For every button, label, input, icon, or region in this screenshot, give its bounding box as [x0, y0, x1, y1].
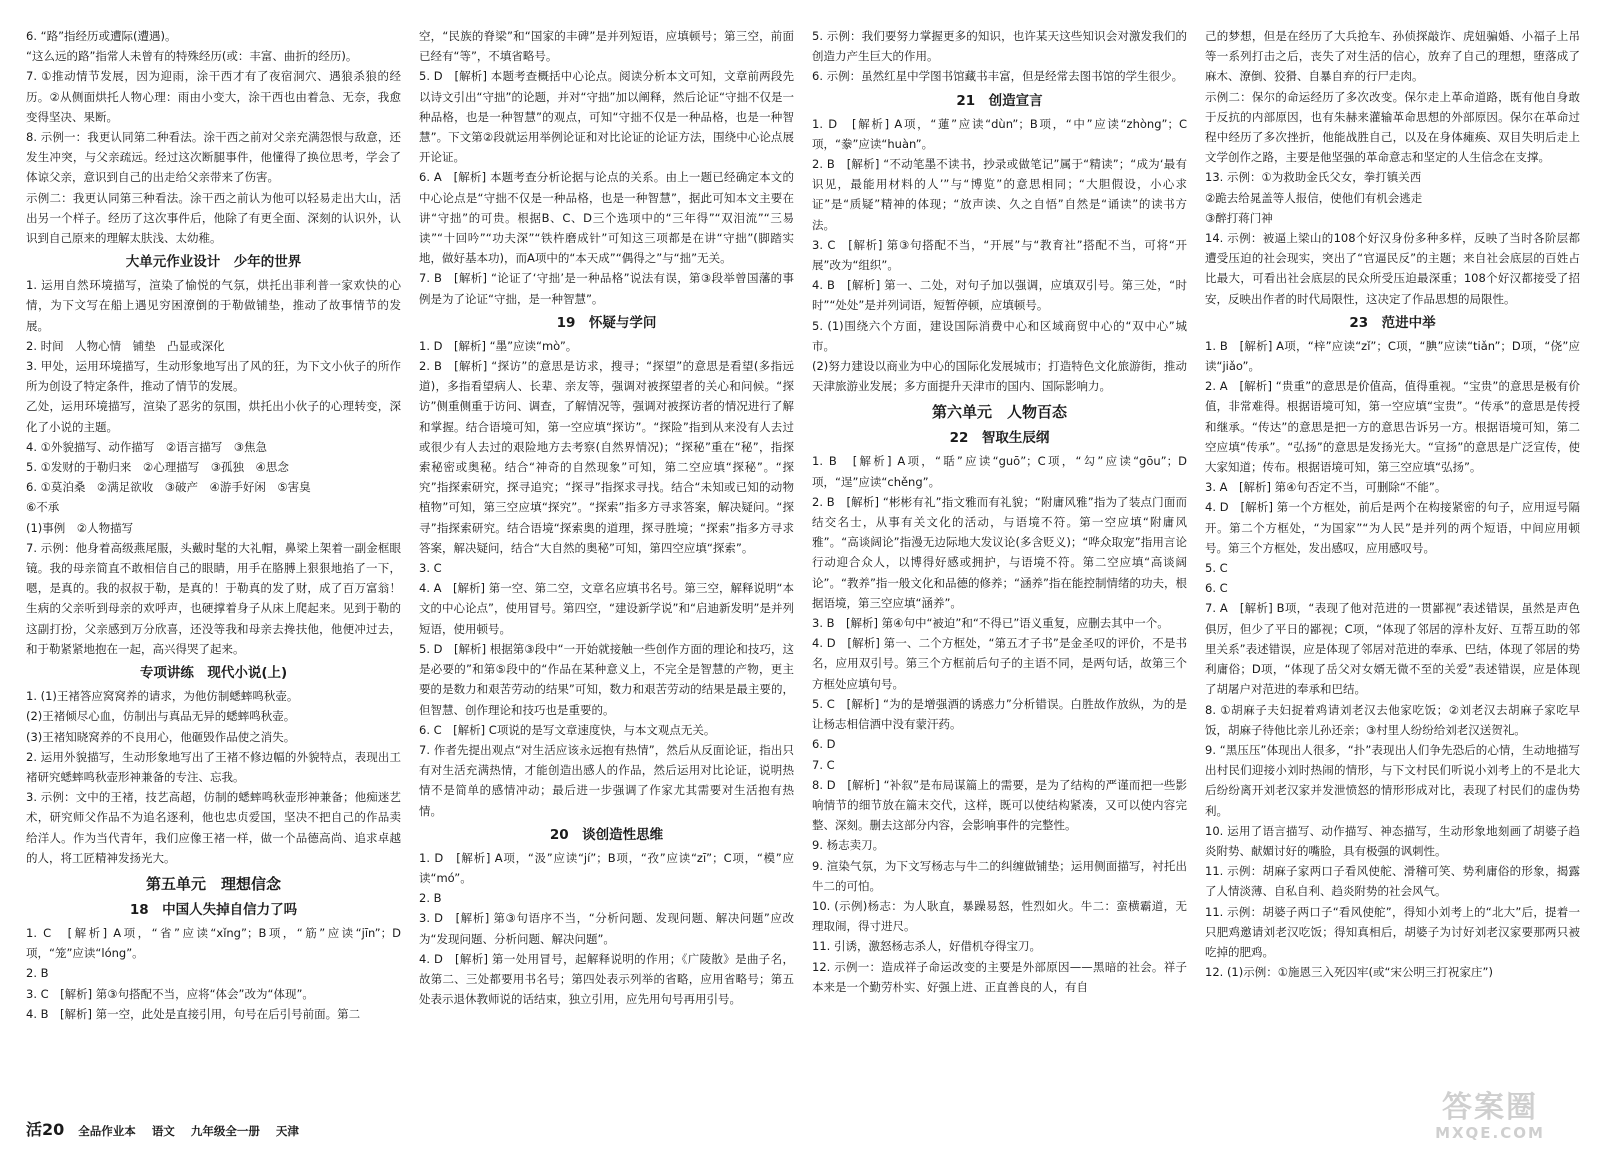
answer-paragraph: 2. B [解析] “彬彬有礼”指文雅而有礼貌；“附庸风雅”指为了装点门面而结交名士，从事有关文化的活动，与语境不符。第一空应填“附庸风雅”。“高谈阔论”指漫无边际地大发议论(多含贬义)；“哗众取宠”指用言论行动迎合众人，以博得好感或拥护，与语境不符。第二空应填“高谈阔论”。“教养”指一般文化和品德的修养；“涵养”指在能控制情绪的功夫，根据语境，第三空应填“涵养”。	[812, 494, 1187, 610]
answer-paragraph: 4. B [解析] 第一、二处，对句子加以强调，应填双引号。第三处，“时时”“处处”是并列词语，短暂停顿，应填顿号。	[812, 278, 1187, 313]
answer-paragraph: 2. B [解析] “探访”的意思是访求，搜寻；“探望”的意思是看望(多指远道)，多指看望病人、长辈、亲友等，强调对被探望者的关心和问候。“探访”侧重侧重于访问、调查，了解情况等，强调对被探访者的情况进行了解和掌握。结合语境可知，第一空应填“探访”。“探险”指到从来没有人去过或很少有人去过的艰险地方去考察(自然界情况)；“探秘”重在“秘”，指探索秘密或奥秘。结合“神奇的自然现象”可知，第二空应填“探秘”。“探究”指探索研究，探寻追究；“探寻”指探求寻找。结合“未知或已知的动物植物”可知，第三空应填“探究”。“探索”指多方寻求答案，解决疑问。“探寻”指探索研究。结合语境“探索奥的道理，探寻胜境；“探索”指多方寻求答案，解决疑问，结合“大自然的奥秘”可知，第四空应填“探索”。	[419, 359, 794, 555]
answer-paragraph: 1. B [解析] A项，“聒”应读“guō”；C项，“勾”应读“gōu”；D项，“逞”应读“chěng”。	[812, 454, 1187, 489]
answer-paragraph: 6. C [解析] C项说的是写文章速度快，与本文观点无关。	[419, 722, 716, 737]
lesson-heading: 19 怀疑与学问	[556, 314, 657, 331]
answer-paragraph: 2. A [解析] “贵重”的意思是价值高，值得重视。“宝贵”的意思是极有价值，非常难得。根据语境可知，第一空应填“宝贵”。“传承”的意思是传授和继承。“传达”的意思是把一方的意思告诉另一方。根据语境可知，第二空应填“传承”。“弘扬”的意思是发扬光大。“宣扬”的意思是广泛宣传，使大家知道；传布。根据语境可知，第三空应填“弘扬”。	[1205, 379, 1580, 475]
answer-paragraph: 1. D [解析] A项，“蓮”应读“dùn”；B项，“中”应读“zhòng”；C项，“豢”应读“huàn”。	[812, 116, 1187, 151]
lesson-heading: 23 范进中举	[1349, 314, 1436, 331]
answer-paragraph: 4. ①外貌描写、动作描写 ②语言描写 ③焦急	[26, 439, 268, 454]
footer-book-name: 全品作业本	[78, 1124, 136, 1138]
footer-subject: 语文	[151, 1124, 175, 1138]
answer-paragraph: ⑥不承	[26, 500, 60, 515]
answer-paragraph: 3. 甲处，运用环境描写，生动形象地写出了风的狂，为下文小伙子的所作所为创设了特定条件，推动了情节的发展。	[26, 359, 401, 394]
answer-paragraph: 9. “黑压压”体现出人很多，“扑”表现出人们争先恐后的心情，生动地描写出村民们迎接小刘时热闹的情形，与下文村民们听说小刘考上的不是北大后纷纷离开刘老汉家并发泄愤怒的情形形成对比，表现了村民们的虚伪势利。	[1205, 742, 1580, 818]
page-footer	[26, 1117, 311, 1140]
answer-paragraph: 乙处，运用环境描写，渲染了恶劣的氛围，烘托出小伙子的心理转变，深化了小说的主题。	[26, 399, 401, 434]
answer-paragraph: ③醉打蒋门神	[1205, 210, 1273, 225]
answer-paragraph: 5. C	[1205, 561, 1228, 576]
lesson-heading: 22 智取生辰纲	[949, 430, 1050, 447]
answer-paragraph: 6. ①莫泊桑 ②满足欲收 ③破产 ④游手好闲 ⑤害臭	[26, 480, 311, 495]
answer-paragraph: 7. A [解析] B项，“表现了他对范进的一贯鄙视”表述错误，虽然是声色俱厉，但少了平日的鄙视；C项，“体现了邻居的淳朴友好、互帮互助的邻里关系”表述错误，应是体现了邻居对范进的奉承、巴结，体现了邻居的势利庸俗；D项，“体现了岳父对女婿无微不至的关爱”表述错误，应是体现了胡屠户对范进的奉承和巴结。	[1205, 601, 1580, 697]
lesson-heading: 21 创造宣言	[956, 92, 1043, 109]
answer-paragraph: 5. D [解析] 根据第③段中“一开始就接触一些创作方面的理论和技巧，这是必要的”和第⑤段中的“作品在某种意义上，不完全是智慧的产物，更主要的是数力和艰苦劳动的结果”可知，数力和艰苦劳动的结果是最主要的，但智慧、创作理论和技巧也是重要的。	[419, 641, 794, 717]
answer-paragraph: 13. 示例：①为救助金氏父女，拳打镇关西	[1205, 170, 1422, 185]
answer-paragraph: 1. B [解析] A项，“梓”应读“zǐ”；C项，“腆”应读“tiǎn”；D项，“侥”应读“jiǎo”。	[1205, 338, 1580, 374]
column-3	[812, 26, 1187, 1126]
answer-paragraph: 己的梦想，但是在经历了大兵抢车、孙侦探敲诈、虎妞骗婚、小福子上吊等一系列打击之后，丧失了对生活的信心，放弃了自己的理想，堕落成了麻木、潦倒、狡猾、自暴自弃的行尸走肉。	[1205, 29, 1580, 84]
answer-paragraph: 12. (1)示例：①施恩三入死囚牢(或“宋公明三打祝家庄”)	[1205, 965, 1493, 980]
footer-grade: 九年级全一册	[190, 1124, 260, 1138]
answer-paragraph: 4. D [解析] 第一个方框处，前后是两个在构接紧密的句子，应用逗号隔开。第二个方框处，“为国家”“为人民”是并列的两个短语，中间应用顿号。第三个方框处，发出感叹，应用感叹号。	[1205, 500, 1580, 555]
lesson-heading: 大单元作业设计 少年的世界	[125, 254, 302, 271]
answer-paragraph: 11. 示例：胡麻子家两口子看风使舵、滑稽可笑、势利庸俗的形象，揭露了人情淡薄、自私自利、趋炎附势的社会风气。	[1205, 864, 1580, 899]
answer-paragraph: 8. 示例一：我更认同第二种看法。涂干西之前对父亲充满怨恨与敌意，还发生冲突，与父亲疏远。经过这次断腿事件，他懂得了换位思考，学会了体谅父亲，意识到自己的出走给父亲带来了伤害。	[26, 130, 401, 185]
answer-paragraph: 7. C	[812, 757, 835, 772]
answer-paragraph: ②跪去给晁盖等人报信，使他们有机会逃走	[1205, 190, 1423, 205]
answer-paragraph: 2. 运用外貌描写，生动形象地写出了王褚不修边幅的外貌特点，表现出工褚研究蟋蟀鸣秋壶形神兼备的专注、忘我。	[26, 749, 401, 784]
answer-paragraph: 4. A [解析] 第一空、第二空，文章名应填书名号。第三空，解释说明“本文的中心论点”，使用冒号。第四空，“建设新学说”和“启迪新发明”是并列短语，使用顿号。	[419, 581, 794, 636]
answer-paragraph: 6. 示例：虽然红星中学图书馆藏书丰富，但是经常去图书馆的学生很少。	[812, 69, 1184, 84]
answer-paragraph: 3. 示例：文中的王褚，技艺高超，仿制的蟋蟀鸣秋壶形神兼备；他痴迷艺术，研究师父作品不为追名逐利，他也忠贞爱国，坚决不把自己的作品卖给洋人。作为当代青年，我们应像王褚一样，做一个品德高尚、追求卓越的人，将工匠精神发扬光大。	[26, 790, 401, 865]
answer-paragraph: 7. ①推动情节发展，因为迎雨，涂干西才有了夜宿洞穴、遇狼杀狼的经历。②从侧面烘托人物心理：雨由小变大，涂干西也由着急、无奈，我愈变得坚决、果断。	[26, 69, 401, 124]
answer-paragraph: 7. 示例：他身着高级燕尾服，头戴时髦的大礼帽，鼻梁上架着一副金框眼镜。我的母亲简直不敢相信自己的眼睛，用手在胳膊上狠狠地掐了一下，嗯，是真的。我的叔叔于勒，是真的！于勒真的发了财，成了百万富翁！生病的父亲听到母亲的欢呼声，也硬撑着身子从床上爬起来。见到于勒的这副打扮，父亲感到万分欣喜，还没等我和母亲去搀扶他，他便冲过去，和于勒紧紧地抱在一起，高兴得哭了起来。	[26, 540, 401, 656]
answer-paragraph: 10. 运用了语言描写、动作描写、神态描写，生动形象地刻画了胡婆子趋炎附势、献媚讨好的嘴脸，具有极强的讽刺性。	[1205, 823, 1580, 858]
answer-paragraph: 3. C [解析] 第③句搭配不当，“开展”与“教育社”搭配不当，可将“开展”改为“组织”。	[812, 237, 1187, 273]
answer-paragraph: 14. 示例：被逼上梁山的108个好汉身份多种多样，反映了当时各阶层都遭受压迫的社会现实，突出了“官逼民反”的主题；来自社会底层的百姓占比最大，可看出社会底层的民众所受压迫最深重；108个好汉都接受了招安，反映出作者的时代局限性，这决定了作品思想的局限性。	[1205, 231, 1580, 306]
answer-paragraph: “这么远的路”指常人未曾有的特殊经历(或：丰富、曲折的经历)。	[26, 49, 358, 64]
answer-paragraph: 5. D [解析] 本题考查概括中心论点。阅读分析本文可知，文章前两段先以诗文引出“守拙”的论题，并对“守拙”加以阐释，然后论证“守拙不仅是一种品格，也是一种智慧”的观点，可知“守拙不仅是一种品格，也是一种智慧”。下文第②段就运用举例论证和对比论证的论证方法，围绕中心论点展开论证。	[419, 69, 794, 165]
answer-paragraph: 空，“民族的脊梁”和“国家的丰碑”是并列短语，应填顿号；第三空，前面已经有“等”，不填省略号。	[419, 29, 794, 64]
answer-paragraph: 11. 示例：胡婆子两口子“看风使舵”，得知小刘考上的“北大”后，提着一只肥鸡邀请刘老汉吃饭；得知真相后，胡婆子为讨好刘老汉家要那两只被吃掉的肥鸡。	[1205, 904, 1580, 959]
answer-paragraph: 7. B [解析] “论证了‘守拙’是一种品格”说法有误，第③段举曾国藩的事例是为了论证“守拙，是一种智慧”。	[419, 271, 794, 306]
watermark-title: 答案圈	[1442, 1090, 1538, 1125]
answer-paragraph: 6. D	[812, 737, 836, 752]
answer-paragraph: 1. D [解析] A项，“汲”应读“jí”；B项，“孜”应读“zī”；C项，“模”应读“mó”。	[419, 850, 794, 885]
unit-heading: 第五单元 理想信念	[145, 874, 281, 893]
answer-paragraph: (3)王褚知晓窝养的不良用心，他砸毁作品使之消失。	[26, 729, 296, 744]
answer-paragraph: 5. (1)围绕六个方面，建设国际消费中心和区域商贸中心的“双中心”城市。	[812, 318, 1187, 353]
answer-paragraph: 4. B [解析] 第一空，此处是直接引用，句号在后引号前面。第二	[26, 1006, 361, 1021]
answer-paragraph: 1. 运用自然环境描写，渲染了愉悦的气氛，烘托出菲利普一家欢快的心情，为下文写在船上遇见穷困潦倒的于勒做铺垫，推动了故事情节的发展。	[26, 278, 401, 333]
lesson-heading: 18 中国人失掉自信力了吗	[129, 901, 298, 918]
lesson-heading: 专项讲练 现代小说(上)	[139, 665, 288, 682]
answer-paragraph: 3. A [解析] 第④句否定不当，可删除“不能”。	[1205, 480, 1447, 495]
answer-paragraph: 示例二：我更认同第三种看法。涂干西之前认为他可以轻易走出大山，活出另一个样子。经历了这次事件后，他除了有更全面、深刻的认识外，认识到自己原来的理解太肤浅、太幼稚。	[26, 190, 401, 246]
answer-paragraph: 2. 时间 人物心情 铺垫 凸显或深化	[26, 338, 225, 353]
answer-paragraph: 2. B [解析] “不动笔墨不读书，抄录或做笔记”属于“精读”；“成为‘最有识见，最能用材料的人’”与“博览”的意思相同；“大胆假设，小心求证”是“质疑”精神的体现；“放声读、久之自悟”自然是“诵读”的读书方法。	[812, 157, 1187, 232]
answer-paragraph: 8. ①胡麻子夫妇捉着鸡请刘老汉去他家吃饭；②刘老汉去胡麻子家吃早饭，胡麻子待他比亲儿孙还亲；③村里人纷纷给刘老汉送贺礼。	[1205, 702, 1580, 737]
column-2	[419, 26, 794, 1126]
answer-paragraph: 3. C [解析] 第③句搭配不当，应将“体会”改为“体现”。	[26, 986, 314, 1001]
answer-paragraph: 12. 示例一：造成祥子命运改变的主要是外部原因——黑暗的社会。祥子本来是一个勤劳朴实、好强上进、正直善良的人，有自	[812, 959, 1187, 994]
answer-paragraph: 1. (1)王褚答应窝窝养的请求，为他仿制蟋蟀鸣秋壶。	[26, 689, 299, 704]
watermark-logo	[1400, 1092, 1580, 1144]
answer-paragraph: 4. D [解析] 第一处用冒号，起解释说明的作用；《广陵散》是曲子名，故第二、三处都要用书名号；第四处表示列举的省略，应用省略号；第五处表示退休教师说的话结束，独立引用，应先用句号再用引号。	[419, 951, 794, 1007]
answer-paragraph: 3. B [解析] 第④句中“被迫”和“不得已”语义重复，应删去其中一个。	[812, 616, 1169, 631]
column-4	[1205, 26, 1580, 1126]
answer-paragraph: 2. B	[26, 966, 49, 981]
answer-paragraph: 3. D [解析] 第③句语序不当，“分析问题、发现问题、解决问题”应改为“发现问题、分析问题、解决问题”。	[419, 911, 794, 946]
answer-paragraph: 9. 渲染气氛，为下文写杨志与牛二的纠缠做铺垫；运用侧面描写，衬托出牛二的可怕。	[812, 858, 1187, 893]
answer-paragraph: 1. D [解析] “墨”应读“mò”。	[419, 338, 578, 353]
answer-paragraph: 示例二：保尔的命运经历了多次改变。保尔走上革命道路，既有他自身敢于反抗的内部原因，也有朱赫来灌输革命思想的外部原因。保尔在革命过程中经历了多次挫折，他能战胜自己，以及在身体瘫痪、双目失明后走上文学创作之路，主要是他坚强的革命意志和坚定的人生信念在支撑。	[1205, 89, 1580, 165]
answer-paragraph: 5. 示例：我们要努力掌握更多的知识，也许某天这些知识会对激发我们的创造力产生巨大的作用。	[812, 29, 1187, 64]
watermark-url: MXQE.COM	[1435, 1124, 1545, 1142]
answer-paragraph: (2)王褚倾尽心血，仿制出与真品无异的蟋蟀鸣秋壶。	[26, 709, 296, 724]
column-1	[26, 26, 401, 1126]
answer-paragraph: 5. ①发财的于勒归来 ②心理描写 ③孤独 ④思念	[26, 460, 289, 475]
answer-paragraph: (2)努力建设以商业为中心的国际化发展城市；打造特色文化旅游街，推动天津旅游业发展；多方面提升天津市的国内、国际影响力。	[812, 359, 1187, 394]
answer-paragraph: 3. C	[419, 561, 442, 576]
answer-paragraph: 4. D [解析] 第一、二个方框处，“第五才子书”是金圣叹的评价，不是书名，应用双引号。第三个方框前后句子的主语不同，是两句话，故第三个方框处应填句号。	[812, 636, 1187, 691]
answer-paragraph: 10. (示例)杨志：为人耿直，暴躁易怒，性烈如火。牛二：蛮横霸道，无理取闹，得寸进尺。	[812, 898, 1187, 934]
answer-paragraph: 11. 引诱，激怒杨志杀人，好借机夺得宝刀。	[812, 939, 1041, 954]
answer-paragraph: 8. D [解析] “补叙”是布局谋篇上的需要，是为了结构的严谨而把一些影响情节的细节放在篇末交代，这样，既可以使结构紧凑，又可以使内容完整、深刻。删去这部分内容，会影响事件的完整性。	[812, 777, 1187, 833]
answer-paragraph: 6. “路”指经历或遭际(遭遇)。	[26, 29, 177, 43]
answer-paragraph: 1. C [解析] A项，“省”应读“xǐng”；B项，“筋”应读“jīn”；D项，“笼”应读“lóng”。	[26, 925, 401, 961]
page-number: 活20	[26, 1120, 65, 1139]
answer-paragraph: 9. 杨志卖刀。	[812, 838, 885, 853]
answer-paragraph: (1)事例 ②人物描写	[26, 520, 134, 535]
footer-region: 天津	[275, 1124, 299, 1138]
answer-paragraph: 2. B	[419, 891, 442, 906]
answer-paragraph: 6. A [解析] 本题考查分析论据与论点的关系。由上一题已经确定本文的中心论点是“守拙不仅是一种品格，也是一种智慧”，据此可知本文主要在讲“守拙”的可贵。根据B、C、D三个选项中的“三年得”“双泪流”“三易读”“十回吟”“功夫深”“铁杵磨成针”可知这三项都是在讲“守拙”(脚踏实地，做好基本功)，而A项中的“本天成”“偶得之”与“拙”无关。	[419, 170, 794, 266]
lesson-heading: 20 谈创造性思维	[549, 826, 664, 843]
answer-paragraph: 7. 作者先提出观点“对生活应该永远抱有热情”，然后从反面论证，指出只有对生活充满热情，才能创造出感人的作品，然后运用对比论证，说明热情不是简单的感情冲动；最后进一步强调了作家尤其需要对生活抱有热情。	[419, 742, 794, 818]
unit-heading: 第六单元 人物百态	[931, 403, 1067, 422]
answer-paragraph: 5. C [解析] “为的是增强酒的诱惑力”分析错误。白胜故作放纵，为的是让杨志相信酒中没有蒙汗药。	[812, 696, 1187, 732]
answer-paragraph: 6. C	[1205, 581, 1228, 596]
